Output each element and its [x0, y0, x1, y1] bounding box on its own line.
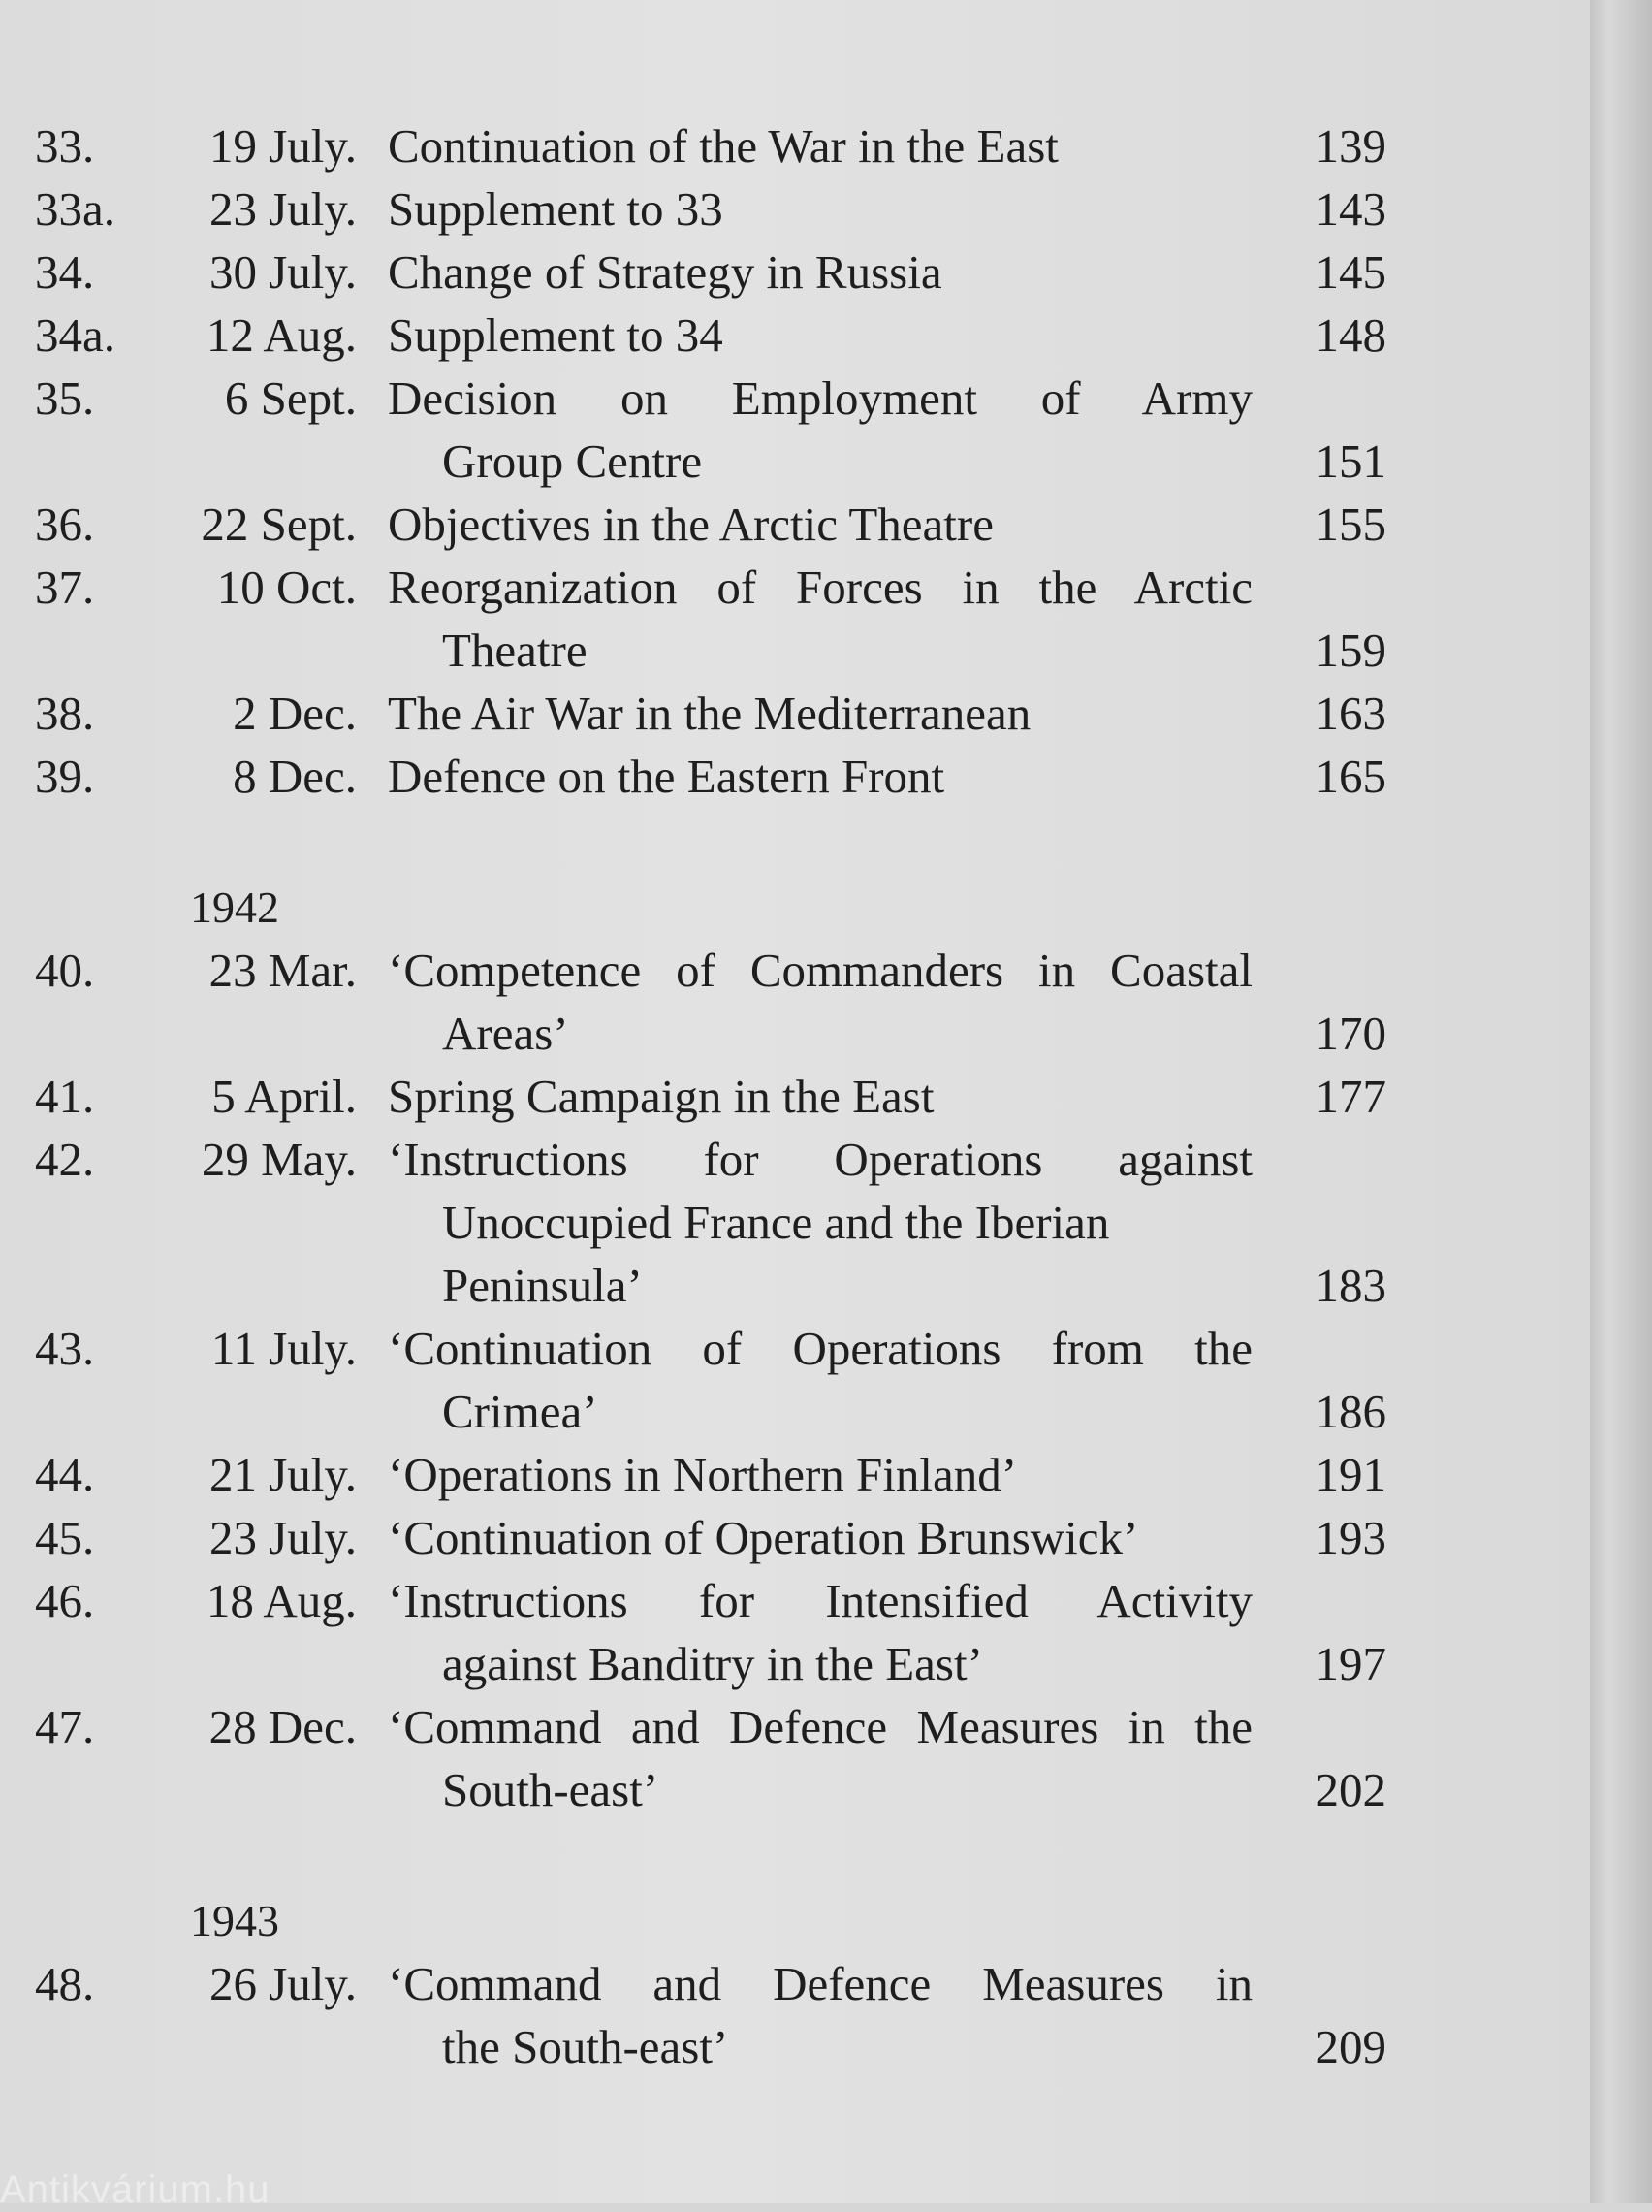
toc-entry-line	[0, 1380, 1652, 1443]
toc-entry-line	[0, 114, 1652, 177]
directive-number: 40.	[35, 944, 95, 997]
page-number: 193	[1315, 1511, 1386, 1564]
directive-date: 26 July.	[208, 1957, 357, 2010]
directive-title: Unoccupied France and the Iberian	[442, 1196, 1110, 1249]
toc-entry	[0, 556, 1652, 682]
directive-date: 11 July.	[210, 1322, 357, 1375]
directive-title: ‘Command and Defence Measures in the	[388, 1700, 1253, 1753]
toc-entry-line	[0, 1002, 1652, 1065]
toc-entry-line	[0, 619, 1652, 682]
toc-entry	[0, 1065, 1652, 1128]
directive-number: 47.	[35, 1700, 95, 1753]
toc-entry-line	[0, 367, 1652, 430]
directive-number: 33a.	[35, 182, 115, 236]
page-number: 165	[1315, 750, 1386, 803]
toc-entry-line	[0, 1254, 1652, 1317]
page-number: 191	[1315, 1448, 1386, 1501]
toc-entry	[0, 745, 1652, 808]
toc-entry	[0, 493, 1652, 556]
toc-entry-line	[0, 1506, 1652, 1569]
directive-number: 38.	[35, 687, 95, 740]
directive-date: 30 July.	[208, 245, 357, 299]
page-number: 163	[1315, 687, 1386, 740]
directive-date: 23 July.	[208, 1511, 357, 1564]
directive-title: the South-east’	[442, 2020, 729, 2073]
page-number: 145	[1315, 245, 1386, 299]
directive-title: Group Centre	[442, 434, 703, 488]
directive-title: ‘Competence of Commanders in Coastal	[388, 944, 1253, 997]
directive-date: 23 July.	[208, 182, 357, 236]
directive-date: 12 Aug.	[206, 308, 357, 362]
directive-title: Crimea’	[442, 1385, 598, 1438]
directive-number: 43.	[35, 1322, 95, 1375]
toc-entry	[0, 1952, 1652, 2078]
toc-entry	[0, 1569, 1652, 1695]
page-number: 170	[1315, 1007, 1386, 1060]
toc-entry	[0, 1695, 1652, 1821]
directive-title: Defence on the Eastern Front	[388, 750, 945, 803]
toc-entry	[0, 1443, 1652, 1506]
page-number: 186	[1315, 1385, 1386, 1438]
toc-entry-line	[0, 177, 1652, 240]
directive-number: 42.	[35, 1133, 95, 1186]
directive-title: The Air War in the Mediterranean	[388, 687, 1032, 740]
page-number: 202	[1315, 1763, 1386, 1816]
toc-entry-line	[0, 2015, 1652, 2078]
directive-title: ‘Command and Defence Measures in	[388, 1957, 1253, 2010]
toc-entry-line	[0, 745, 1652, 808]
toc-entry-line	[0, 1065, 1652, 1128]
toc-entry	[0, 240, 1652, 304]
directive-date: 19 July.	[208, 119, 357, 173]
page-number: 197	[1315, 1637, 1386, 1690]
directive-title: Peninsula’	[442, 1259, 643, 1312]
directive-title: ‘Operations in Northern Finland’	[388, 1448, 1018, 1501]
directive-title: Continuation of the War in the East	[388, 119, 1059, 173]
toc-entry-line	[0, 240, 1652, 304]
toc-entry-line	[0, 304, 1652, 367]
page-number: 155	[1315, 497, 1386, 551]
toc-entry-line	[0, 1569, 1652, 1632]
directive-number: 34.	[35, 245, 95, 299]
toc-entry	[0, 1506, 1652, 1569]
toc-entry	[0, 939, 1652, 1065]
toc-entry-line	[0, 682, 1652, 745]
directive-number: 45.	[35, 1511, 95, 1564]
toc-entry-line	[0, 430, 1652, 493]
directive-title: Theatre	[442, 624, 588, 677]
directive-date: 28 Dec.	[208, 1700, 357, 1753]
page-number: 209	[1315, 2020, 1386, 2073]
toc-entry-line	[0, 1317, 1652, 1380]
year-heading: 1943	[190, 1896, 279, 1945]
directive-date: 2 Dec.	[233, 687, 357, 740]
directive-number: 36.	[35, 497, 95, 551]
toc-entry	[0, 177, 1652, 240]
toc-entry-line	[0, 1443, 1652, 1506]
directive-title: Decision on Employment of Army	[388, 371, 1253, 425]
directive-title: ‘Instructions for Operations against	[388, 1133, 1253, 1186]
directive-date: 22 Sept.	[201, 497, 357, 551]
toc-entry-line	[0, 556, 1652, 619]
toc-entry-line	[0, 1952, 1652, 2015]
directive-date: 10 Oct.	[216, 561, 357, 614]
directive-number: 39.	[35, 750, 95, 803]
directive-date: 23 Mar.	[208, 944, 357, 997]
toc-entry-line	[0, 1128, 1652, 1191]
toc-entry	[0, 1128, 1652, 1317]
year-heading: 1942	[190, 882, 279, 932]
directive-date: 5 April.	[211, 1070, 357, 1123]
directive-date: 8 Dec.	[233, 750, 357, 803]
directive-number: 41.	[35, 1070, 95, 1123]
directive-number: 48.	[35, 1957, 95, 2010]
toc-entry-line	[0, 1191, 1652, 1254]
page-number: 139	[1315, 119, 1386, 173]
year-heading-row	[0, 876, 1652, 939]
directive-title: ‘Instructions for Intensified Activity	[388, 1574, 1253, 1627]
directive-title: Spring Campaign in the East	[388, 1070, 935, 1123]
toc-entry	[0, 1317, 1652, 1443]
directive-date: 6 Sept.	[224, 371, 357, 425]
directive-number: 34a.	[35, 308, 115, 362]
page-number: 148	[1315, 308, 1386, 362]
toc-entry-line	[0, 939, 1652, 1002]
year-heading-row	[0, 1889, 1652, 1952]
page-number: 151	[1315, 434, 1386, 488]
toc-entry	[0, 304, 1652, 367]
directive-number: 37.	[35, 561, 95, 614]
toc-entry	[0, 682, 1652, 745]
page-number: 159	[1315, 624, 1386, 677]
directive-title: Reorganization of Forces in the Arctic	[388, 561, 1253, 614]
section-gap	[0, 1821, 1652, 1889]
directive-date: 18 Aug.	[206, 1574, 357, 1627]
directive-title: ‘Continuation of Operation Brunswick’	[388, 1511, 1139, 1564]
directive-title: South-east’	[442, 1763, 659, 1816]
directive-date: 29 May.	[201, 1133, 357, 1186]
directive-number: 35.	[35, 371, 95, 425]
directive-title: against Banditry in the East’	[442, 1637, 983, 1690]
directive-number: 44.	[35, 1448, 95, 1501]
directive-title: Supplement to 34	[388, 308, 723, 362]
toc-entry	[0, 367, 1652, 493]
page-number: 143	[1315, 182, 1386, 236]
directive-date: 21 July.	[208, 1448, 357, 1501]
toc-entry-line	[0, 1632, 1652, 1695]
toc-entry-line	[0, 493, 1652, 556]
page-number: 177	[1315, 1070, 1386, 1123]
toc-entry-line	[0, 1758, 1652, 1821]
table-of-contents	[0, 114, 1652, 2078]
directive-title: ‘Continuation of Operations from the	[388, 1322, 1253, 1375]
directive-number: 33.	[35, 119, 95, 173]
directive-title: Change of Strategy in Russia	[388, 245, 942, 299]
page-number: 183	[1315, 1259, 1386, 1312]
section-gap	[0, 808, 1652, 876]
directive-title: Areas’	[442, 1007, 569, 1060]
directive-title: Objectives in the Arctic Theatre	[388, 497, 994, 551]
directive-title: Supplement to 33	[388, 182, 723, 236]
toc-entry-line	[0, 1695, 1652, 1758]
watermark: Antikvárium.hu	[0, 2168, 270, 2211]
directive-number: 46.	[35, 1574, 95, 1627]
toc-entry	[0, 114, 1652, 177]
